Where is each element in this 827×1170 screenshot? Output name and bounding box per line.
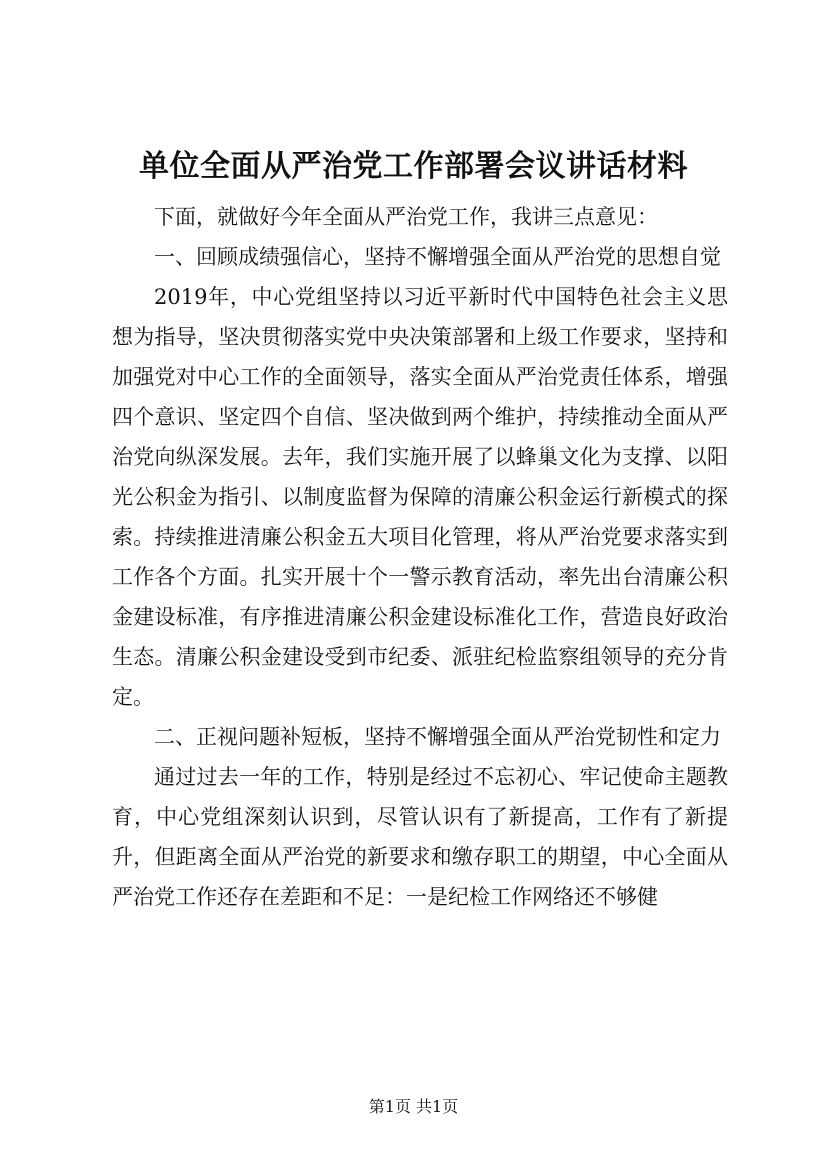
document-title: 单位全面从严治党工作部署会议讲话材料 bbox=[139, 149, 688, 184]
page-footer: 第1页 共1页 bbox=[368, 1097, 459, 1116]
body-paragraph-1: 2019年，中心党组坚持以习近平新时代中国特色社会主义思想为指导，坚决贯彻落实党中央决策部署和上级工作要求，坚持和加强党对中心工作的全面领导，落实全面从严治党责任体系，增强四个意识、坚定四个自信、坚决做到两个维护，持续推动全面从严治党向纵深发展。去年，我们实施开展了以蜂巢文化为支撑、以阳光公积金为指引、以制度监督为保障的清廉公积金运行新模式的探索。持续推进清廉公积金五大项目化管理，将从严治党要求落实到工作各个方面。扎实开展十个一警示教育活动，率先出台清廉公积金建设标准，有序推进清廉公积金建设标准化工作，营造良好政治生态。清廉公积金建设受到市纪委、派驻纪检监察组领导的充分肯定。 bbox=[112, 285, 728, 709]
document-body bbox=[112, 197, 728, 917]
section-heading-1: 一、回顾成绩强信心，坚持不懈增强全面从严治党的思想自觉 bbox=[154, 245, 721, 269]
body-paragraph-2: 通过过去一年的工作，特别是经过不忘初心、牢记使命主题教育，中心党组深刻认识到，尽管认识有了新提高，工作有了新提升，但距离全面从严治党的新要求和缴存职工的期望，中心全面从严治党工作还存在差距和不足：一是纪检工作网络还不够健 bbox=[112, 765, 728, 909]
intro-paragraph: 下面，就做好今年全面从严治党工作，我讲三点意见： bbox=[154, 205, 658, 229]
section-heading-2: 二、正视问题补短板，坚持不懈增强全面从严治党韧性和定力 bbox=[154, 725, 721, 749]
